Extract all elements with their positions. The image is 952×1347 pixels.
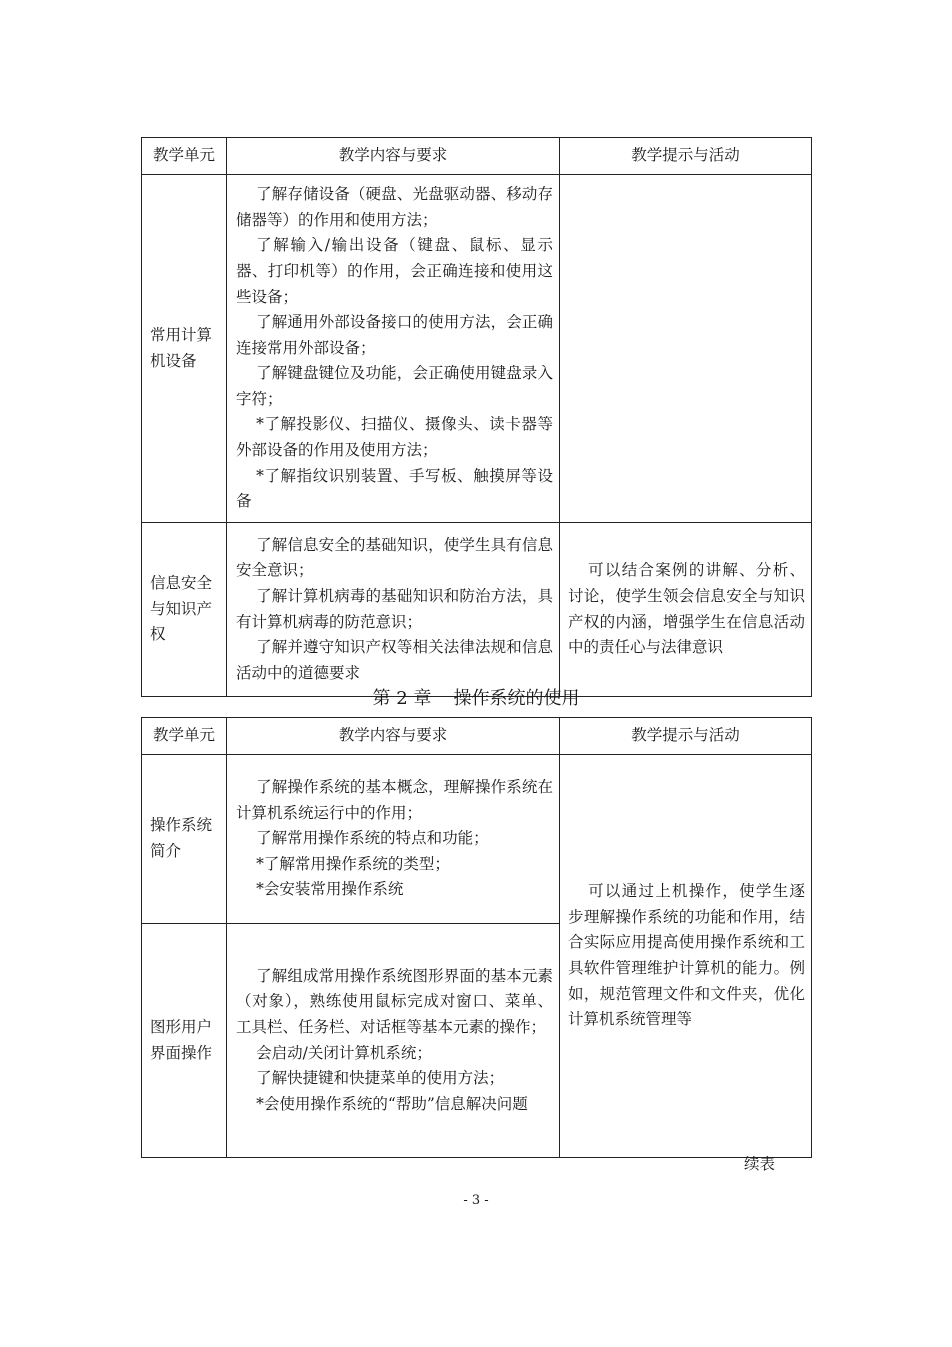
- hint-cell: 可以结合案例的讲解、分析、讨论，使学生领会信息安全与知识产权的内涵，增强学生在信息活动中的责任心与法律意识: [560, 523, 812, 697]
- content-item: 会启动/关闭计算机系统；: [256, 1043, 432, 1062]
- content-cell: [227, 924, 560, 1158]
- content-cell: [227, 755, 560, 924]
- header-teaching-unit: 教学单元: [142, 138, 227, 175]
- content-item: *会使用操作系统的“帮助”信息解决问题: [256, 1094, 528, 1113]
- content-item: *了解指纹识别装置、手写板、触摸屏等设备: [236, 466, 553, 511]
- content-item: 了解输入/输出设备（键盘、鼠标、显示器、打印机等）的作用，会正确连接和使用这些设备；: [236, 236, 553, 306]
- unit-cell: 操作系统简介: [142, 755, 227, 924]
- chapter-title: 操作系统的使用: [453, 688, 580, 709]
- header-tips-activities: 教学提示与活动: [560, 718, 812, 755]
- header-tips-activities: 教学提示与活动: [560, 138, 812, 175]
- content-cell: [227, 175, 560, 523]
- content-item: 了解键盘键位及功能，会正确使用键盘录入字符；: [236, 364, 553, 408]
- page-number: - 3 -: [463, 1193, 489, 1208]
- hint-cell: [560, 175, 812, 523]
- syllabus-table-2: [141, 717, 812, 1158]
- unit-cell: 常用计算机设备: [142, 175, 227, 523]
- header-content-requirements: 教学内容与要求: [227, 718, 560, 755]
- content-item: 了解计算机病毒的基础知识和防治方法，具有计算机病毒的防范意识；: [236, 586, 553, 631]
- table-row: [142, 175, 812, 523]
- header-content-requirements: 教学内容与要求: [227, 138, 560, 175]
- content-item: 了解常用操作系统的特点和功能；: [256, 829, 489, 848]
- content-item: 了解信息安全的基础知识，使学生具有信息安全意识；: [236, 535, 553, 580]
- table-row: [142, 755, 812, 924]
- content-item: 了解存储设备（硬盘、光盘驱动器、移动存储器等）的作用和使用方法；: [236, 185, 553, 229]
- table-row: [142, 523, 812, 697]
- content-cell: [227, 523, 560, 697]
- chapter-number: 第 2 章: [372, 688, 432, 709]
- chapter-heading: [141, 686, 811, 712]
- content-item: *了解投影仪、扫描仪、摄像头、读卡器等外部设备的作用及使用方法；: [236, 415, 553, 460]
- content-item: *了解常用操作系统的类型；: [256, 854, 450, 873]
- syllabus-table-1: [141, 137, 812, 697]
- content-item: 了解并遵守知识产权等相关法律法规和信息活动中的道德要求: [236, 638, 553, 682]
- header-teaching-unit: 教学单元: [142, 718, 227, 755]
- content-item: *会安装常用操作系统: [256, 880, 404, 899]
- content-item: 了解操作系统的基本概念，理解操作系统在计算机系统运行中的作用；: [236, 778, 553, 822]
- content-item: 了解组成常用操作系统图形界面的基本元素（对象），熟练使用鼠标完成对窗口、菜单、工具栏、任务栏、对话框等基本元素的操作；: [236, 966, 553, 1036]
- content-item: 了解通用外部设备接口的使用方法，会正确连接常用外部设备；: [236, 313, 553, 357]
- content-item: 了解快捷键和快捷菜单的使用方法；: [256, 1069, 505, 1088]
- continued-label: 续表: [744, 1155, 776, 1173]
- hint-cell: 可以通过上机操作，使学生逐步理解操作系统的功能和作用，结合实际应用提高使用操作系统和工具软件管理维护计算机的能力。例如，规范管理文件和文件夹，优化计算机系统管理等: [560, 755, 812, 1158]
- unit-cell: 图形用户界面操作: [142, 924, 227, 1158]
- unit-cell: 信息安全与知识产权: [142, 523, 227, 697]
